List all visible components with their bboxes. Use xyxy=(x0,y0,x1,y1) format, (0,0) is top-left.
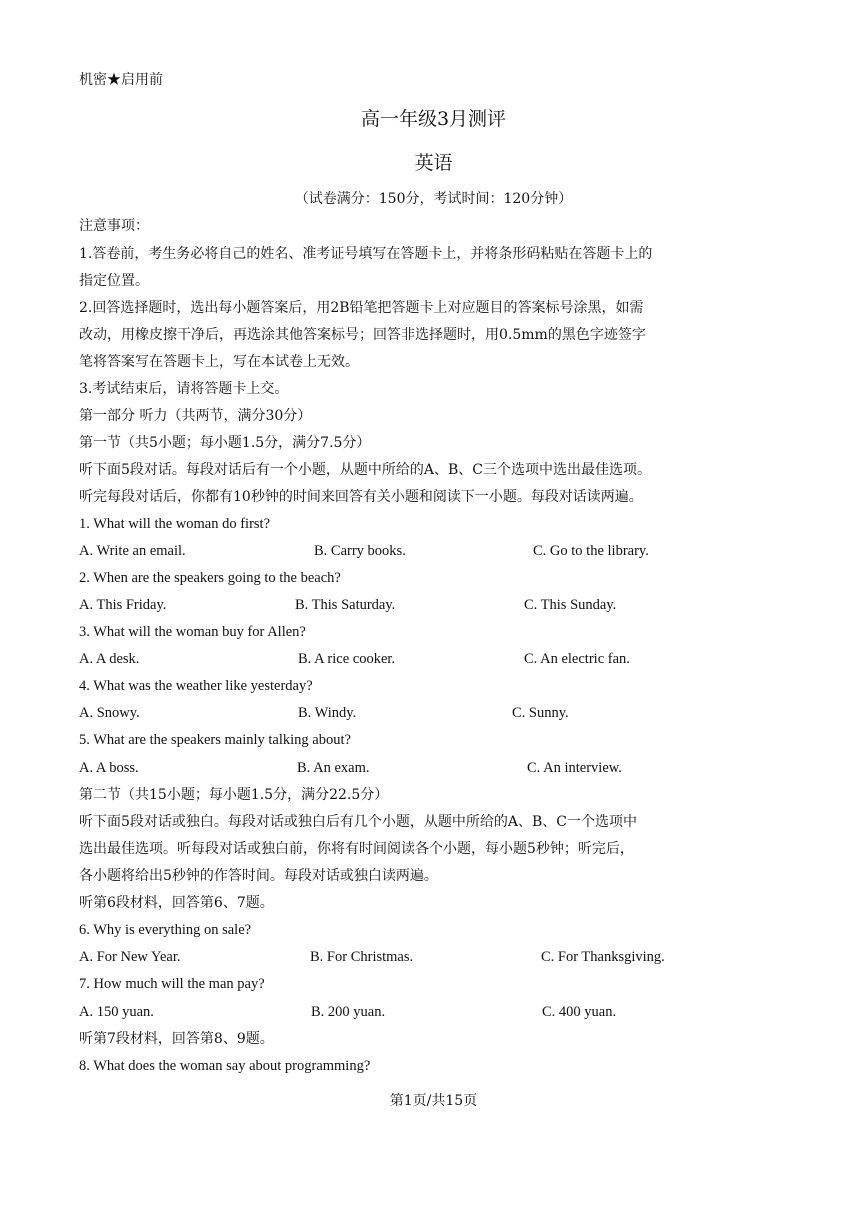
question-8: 8. What does the woman say about programming? xyxy=(79,1058,371,1074)
q4-option-b: B. Windy. xyxy=(298,705,357,721)
q6-option-c: C. For Thanksgiving. xyxy=(541,949,665,965)
subject-title: 英语 xyxy=(414,152,453,174)
exam-info: （试卷满分：150分，考试时间：120分钟） xyxy=(294,191,573,207)
question-1: 1. What will the woman do first? xyxy=(79,516,271,532)
page-indicator: 第1页/共15页 xyxy=(389,1093,478,1109)
question-3: 3. What will the woman buy for Allen? xyxy=(79,624,306,640)
question-7: 7. How much will the man pay? xyxy=(79,976,265,992)
part1-heading: 第一部分 听力（共两节，满分30分） xyxy=(79,408,312,424)
q3-option-b: B. A rice cooker. xyxy=(298,651,396,667)
confidential-label: 机密★启用前 xyxy=(79,72,163,88)
q4-option-c: C. Sunny. xyxy=(512,705,569,721)
question-5: 5. What are the speakers mainly talking about? xyxy=(79,732,351,748)
notice-item3: 3.考试结束后，请将答题卡上交。 xyxy=(79,381,289,397)
question-4: 4. What was the weather like yesterday? xyxy=(79,678,313,694)
q2-option-c: C. This Sunday. xyxy=(524,597,617,613)
q1-option-c: C. Go to the library. xyxy=(533,543,649,559)
section1-instruction-line2: 听完每段对话后，你都有10秒钟的时间来回答有关小题和阅读下一小题。每段对话读两遍。 xyxy=(79,489,643,505)
q3-option-c: C. An electric fan. xyxy=(524,651,630,667)
material-7-instruction: 听第7段材料，回答第8、9题。 xyxy=(79,1031,274,1047)
section1-heading: 第一节（共5小题；每小题1.5分，满分7.5分） xyxy=(79,435,371,451)
section2-instruction-line2: 选出最佳选项。听每段对话或独白前，你将有时间阅读各个小题，每小题5秒钟；听完后， xyxy=(79,841,634,857)
notice-item2-line2: 改动，用橡皮擦干净后，再选涂其他答案标号；回答非选择题时，用0.5mm的黑色字迹签字 xyxy=(79,327,646,343)
q5-option-c: C. An interview. xyxy=(527,760,622,776)
q3-option-a: A. A desk. xyxy=(79,651,140,667)
page-title: 高一年级3月测评 xyxy=(360,108,507,130)
section2-instruction-line1: 听下面5段对话或独白。每段对话或独白后有几个小题，从题中所给的A、B、C一个选项中 xyxy=(79,814,638,830)
question-6: 6. Why is everything on sale? xyxy=(79,922,252,938)
q6-option-b: B. For Christmas. xyxy=(310,949,414,965)
q4-option-a: A. Snowy. xyxy=(79,705,140,721)
q7-option-a: A. 150 yuan. xyxy=(79,1004,154,1020)
q1-option-b: B. Carry books. xyxy=(314,543,406,559)
q5-option-b: B. An exam. xyxy=(297,760,370,776)
notice-item2-line1: 2.回答选择题时，选出每小题答案后，用2B铅笔把答题卡上对应题目的答案标号涂黑，如需 xyxy=(79,300,644,316)
notice-item1-line1: 1.答卷前，考生务必将自己的姓名、准考证号填写在答题卡上，并将条形码粘贴在答题卡上的 xyxy=(79,246,653,262)
q5-option-a: A. A boss. xyxy=(79,760,139,776)
q7-option-c: C. 400 yuan. xyxy=(542,1004,617,1020)
section2-heading: 第二节（共15小题；每小题1.5分，满分22.5分） xyxy=(79,787,389,803)
q7-option-b: B. 200 yuan. xyxy=(311,1004,386,1020)
q2-option-a: A. This Friday. xyxy=(79,597,167,613)
q6-option-a: A. For New Year. xyxy=(79,949,181,965)
material-6-instruction: 听第6段材料，回答第6、7题。 xyxy=(79,895,274,911)
notice-heading: 注意事项： xyxy=(79,218,149,234)
question-2: 2. When are the speakers going to the beach? xyxy=(79,570,341,586)
q1-option-a: A. Write an email. xyxy=(79,543,186,559)
notice-item2-line3: 笔将答案写在答题卡上，写在本试卷上无效。 xyxy=(79,354,359,370)
q2-option-b: B. This Saturday. xyxy=(295,597,396,613)
section1-instruction-line1: 听下面5段对话。每段对话后有一个小题，从题中所给的A、B、C三个选项中选出最佳选项。 xyxy=(79,462,652,478)
section2-instruction-line3: 各小题将给出5秒钟的作答时间。每段对话或独白读两遍。 xyxy=(79,868,438,884)
notice-item1-line2: 指定位置。 xyxy=(79,273,149,289)
